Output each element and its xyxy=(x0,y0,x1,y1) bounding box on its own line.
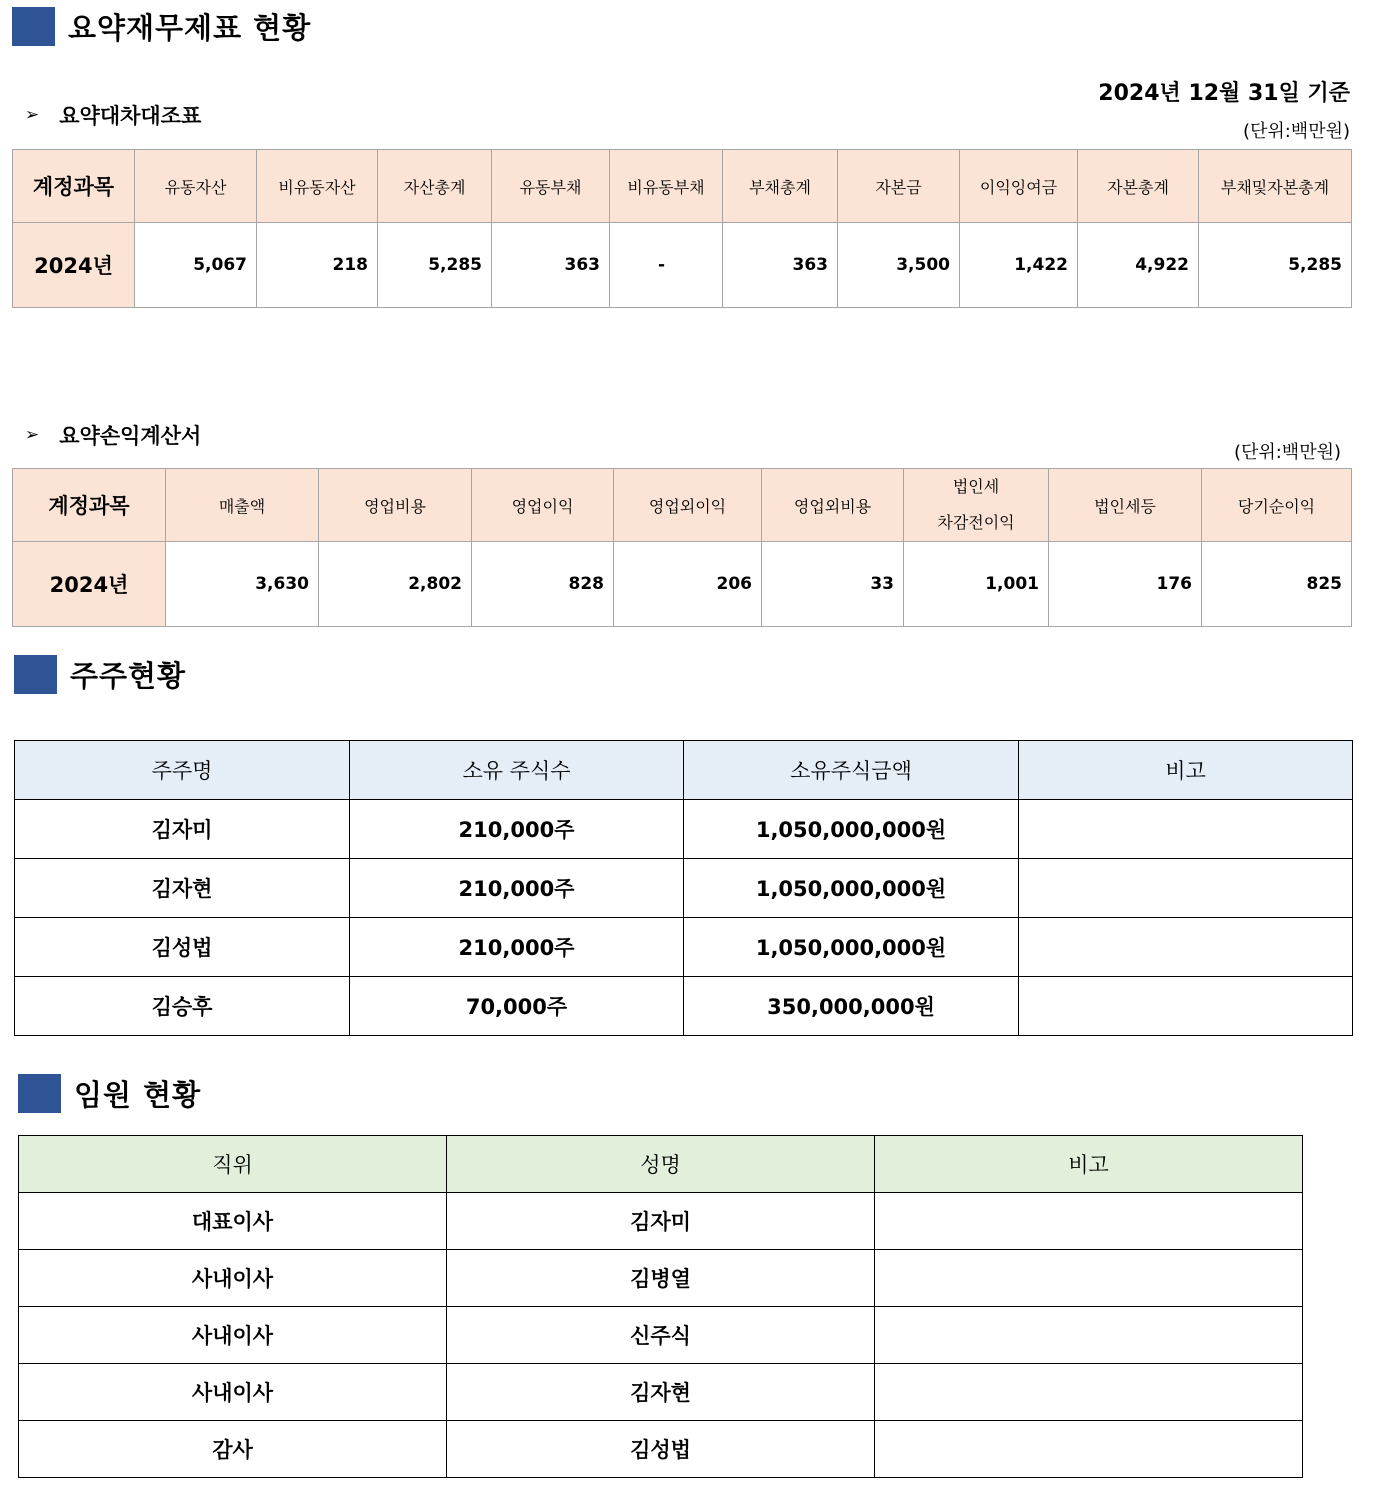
value-cell: 176 xyxy=(1049,542,1202,627)
header-line-2: 차감전이익 xyxy=(937,513,1015,532)
remarks-cell xyxy=(1019,918,1353,977)
header-cell: 자본총계 xyxy=(1078,150,1199,223)
section-heading-shareholders xyxy=(14,654,186,695)
header-cell: 영업비용 xyxy=(319,469,472,542)
value-cell: 206 xyxy=(614,542,762,627)
header-cell: 매출액 xyxy=(166,469,319,542)
unit-label: (단위:백만원) xyxy=(1233,442,1341,463)
header-cell: 부채총계 xyxy=(723,150,838,223)
table-row xyxy=(19,1250,1303,1307)
remarks-cell xyxy=(875,1364,1303,1421)
section-marker-icon xyxy=(14,655,57,694)
table-row xyxy=(15,918,1353,977)
header-line-1: 법인세 xyxy=(952,477,1000,496)
value-cell: 5,067 xyxy=(135,223,257,308)
share-amount: 1,050,000,000원 xyxy=(684,859,1019,918)
section-heading-financial xyxy=(12,6,311,47)
value-cell: 5,285 xyxy=(378,223,492,308)
name-cell: 김자현 xyxy=(447,1364,875,1421)
balance-sheet-table xyxy=(12,149,1352,308)
header-cell: 영업외이익 xyxy=(614,469,762,542)
share-count: 210,000주 xyxy=(350,918,684,977)
arrow-bullet-icon: ➢ xyxy=(25,105,40,125)
remarks-cell xyxy=(875,1307,1303,1364)
remarks-cell xyxy=(1019,977,1353,1036)
share-count: 210,000주 xyxy=(350,800,684,859)
table-header-row xyxy=(15,741,1353,800)
shareholder-name: 김자현 xyxy=(15,859,350,918)
shareholder-name: 김자미 xyxy=(15,800,350,859)
value-cell: - xyxy=(610,223,723,308)
table-row xyxy=(19,1193,1303,1250)
header-cell: 직위 xyxy=(19,1136,447,1193)
subheading-label: 요약대차대조표 xyxy=(59,104,202,128)
share-count: 210,000주 xyxy=(350,859,684,918)
table-header-row xyxy=(13,469,1352,542)
value-cell: 1,422 xyxy=(960,223,1078,308)
table-row xyxy=(13,542,1352,627)
remarks-cell xyxy=(1019,800,1353,859)
header-cell: 소유주식금액 xyxy=(684,741,1019,800)
position-cell: 사내이사 xyxy=(19,1250,447,1307)
header-cell: 자본금 xyxy=(838,150,960,223)
table-row xyxy=(15,859,1353,918)
name-cell: 김성법 xyxy=(447,1421,875,1478)
shareholder-name: 김승후 xyxy=(15,977,350,1036)
year-cell: 2024년 xyxy=(13,542,166,627)
header-cell: 계정과목 xyxy=(13,469,166,542)
table-row xyxy=(19,1364,1303,1421)
header-cell: 성명 xyxy=(447,1136,875,1193)
value-cell: 363 xyxy=(723,223,838,308)
executives-table xyxy=(18,1135,1303,1478)
value-cell: 828 xyxy=(472,542,614,627)
as-of-date: 2024년 12월 31일 기준 xyxy=(1098,81,1350,106)
table-row xyxy=(13,223,1352,308)
value-cell: 5,285 xyxy=(1199,223,1352,308)
arrow-bullet-icon: ➢ xyxy=(25,425,40,445)
header-cell: 유동부채 xyxy=(492,150,610,223)
header-cell: 이익잉여금 xyxy=(960,150,1078,223)
section-title: 요약재무제표 현황 xyxy=(68,11,312,45)
table-row xyxy=(15,800,1353,859)
value-cell: 218 xyxy=(257,223,378,308)
shareholder-name: 김성법 xyxy=(15,918,350,977)
section-title: 임원 현황 xyxy=(74,1078,202,1112)
year-cell: 2024년 xyxy=(13,223,135,308)
value-cell: 825 xyxy=(1202,542,1352,627)
position-cell: 사내이사 xyxy=(19,1307,447,1364)
subheading-income-statement xyxy=(25,420,201,450)
header-cell: 비고 xyxy=(1019,741,1353,800)
header-cell: 비유동부채 xyxy=(610,150,723,223)
header-cell: 비고 xyxy=(875,1136,1303,1193)
value-cell: 3,500 xyxy=(838,223,960,308)
header-cell: 자산총계 xyxy=(378,150,492,223)
position-cell: 감사 xyxy=(19,1421,447,1478)
share-amount: 1,050,000,000원 xyxy=(684,800,1019,859)
value-cell: 4,922 xyxy=(1078,223,1199,308)
header-cell: 유동자산 xyxy=(135,150,257,223)
table-row xyxy=(19,1421,1303,1478)
value-cell: 3,630 xyxy=(166,542,319,627)
header-cell: 영업외비용 xyxy=(762,469,904,542)
section-title: 주주현황 xyxy=(70,659,187,693)
header-cell: 주주명 xyxy=(15,741,350,800)
value-cell: 1,001 xyxy=(904,542,1049,627)
shareholders-table xyxy=(14,740,1353,1036)
table-row xyxy=(19,1307,1303,1364)
subheading-balance-sheet xyxy=(25,100,201,130)
header-cell: 법인세등 xyxy=(1049,469,1202,542)
value-cell: 363 xyxy=(492,223,610,308)
header-cell: 비유동자산 xyxy=(257,150,378,223)
name-cell: 김병열 xyxy=(447,1250,875,1307)
subheading-label: 요약손익계산서 xyxy=(59,424,202,448)
section-heading-executives xyxy=(18,1073,201,1114)
header-cell: 계정과목 xyxy=(13,150,135,223)
value-cell: 2,802 xyxy=(319,542,472,627)
income-statement-table xyxy=(12,468,1352,627)
position-cell: 사내이사 xyxy=(19,1364,447,1421)
header-cell: 영업이익 xyxy=(472,469,614,542)
header-cell: 소유 주식수 xyxy=(350,741,684,800)
remarks-cell xyxy=(875,1193,1303,1250)
position-cell: 대표이사 xyxy=(19,1193,447,1250)
remarks-cell xyxy=(1019,859,1353,918)
remarks-cell xyxy=(875,1250,1303,1307)
name-cell: 신주식 xyxy=(447,1307,875,1364)
share-amount: 350,000,000원 xyxy=(684,977,1019,1036)
header-cell: 부채및자본총계 xyxy=(1199,150,1352,223)
table-row xyxy=(15,977,1353,1036)
header-cell-two-line xyxy=(904,469,1049,542)
header-cell: 당기순이익 xyxy=(1202,469,1352,542)
unit-label: (단위:백만원) xyxy=(1242,121,1350,142)
share-count: 70,000주 xyxy=(350,977,684,1036)
table-header-row xyxy=(19,1136,1303,1193)
name-cell: 김자미 xyxy=(447,1193,875,1250)
table-header-row xyxy=(13,150,1352,223)
section-marker-icon xyxy=(12,7,55,46)
section-marker-icon xyxy=(18,1074,61,1113)
remarks-cell xyxy=(875,1421,1303,1478)
share-amount: 1,050,000,000원 xyxy=(684,918,1019,977)
value-cell: 33 xyxy=(762,542,904,627)
